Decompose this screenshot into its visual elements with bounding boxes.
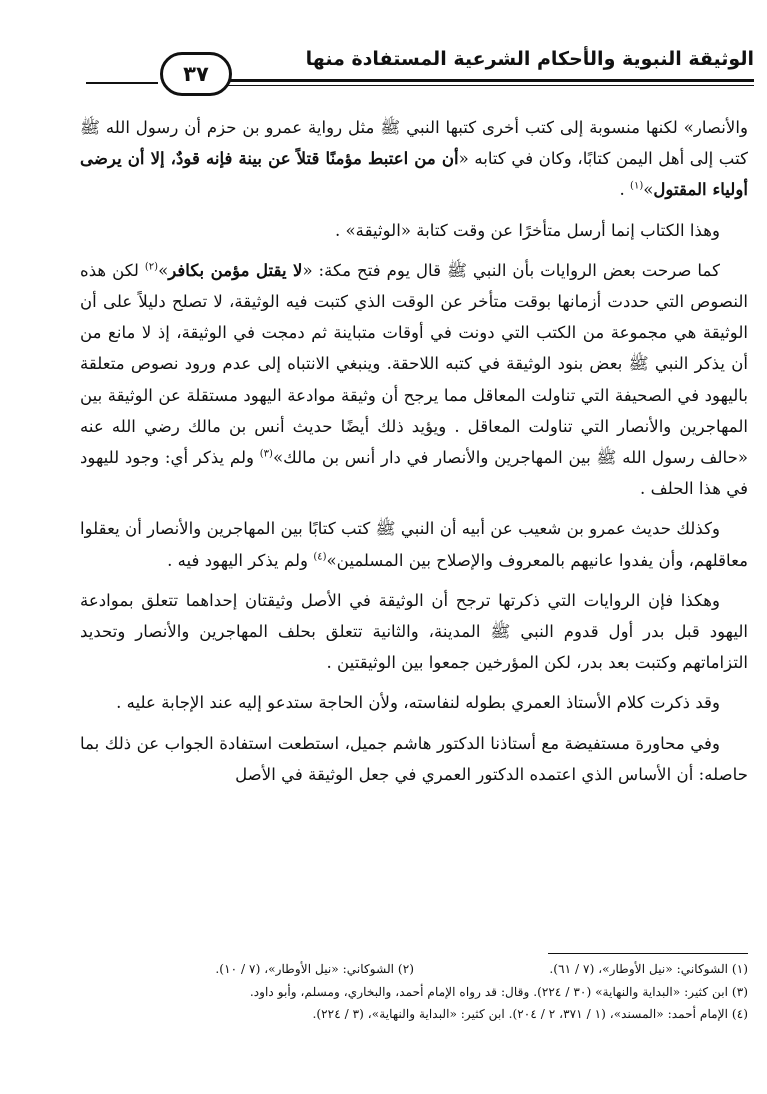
hadith-quote: لا يقتل مؤمن بكافر — [168, 259, 303, 280]
footnote-1: (١) الشوكاني: «نيل الأوطار»، (٧ / ٦١). — [549, 962, 748, 976]
page-number-frame — [160, 52, 232, 96]
paragraph-7: وفي محاورة مستفيضة مع أستاذنا الدكتور هاشم جميل، استطعت استفادة الجواب عن ذلك بما حاصله: أن الأساس الذي اعتمده الدكتور العمري في جعل الوثيقة في الأصل — [80, 733, 748, 784]
header-rule-left — [86, 82, 158, 84]
paragraph-1: والأنصار» لكنها منسوبة إلى كتب أخرى كتبها النبي ﷺ مثل رواية عمرو بن حزم أن رسول الله ﷺ كتب إلى أهل اليمن كتابًا، وكان في كتابه «أن من اعتبط مؤمنًا قتلاً عن بينة فإنه قودٌ، إلا أن يرضى أولياء المقتول»$^{(١)}$ . — [80, 118, 749, 200]
footnote-2: (٢) الشوكاني: «نيل الأوطار»، (٧ / ١٠). — [215, 962, 414, 976]
footnote-separator — [548, 953, 748, 954]
running-title: الوثيقة النبوية والأحكام الشرعية المستفادة منها — [305, 48, 754, 70]
header-rule-thick — [194, 79, 754, 82]
paragraph-3: كما صرحت بعض الروايات بأن النبي ﷺ قال يوم فتح مكة: «لا يقتل مؤمن بكافر»$^{(٢)}$ لكن هذه النصوص التي حددت أزمانها بوقت متأخر عن الوقت الذي كتبت فيه الوثيقة، لا تصلح دليلاً على أن الوثيقة هي مجموعة من الكتب التي دونت في أوقات متباينة ثم دمجت في الوثيقة، إذ لا مانع من أن يذكر النبي ﷺ بعض بنود الوثيقة في كتبه اللاحقة. وينبغي الانتباه إلى عدم ورود نصوص متعلقة باليهود في الصحيفة التي تناولت المعاقل مما يرجح أن وثيقة موادعة اليهود مستقلة عن الوثيقة بين المهاجرين والأنصار التي تناولت المعاقل . ويؤيد ذلك أيضًا حديث أنس بن مالك رضي الله عنه «حالف رسول الله ﷺ بين المهاجرين والأنصار في دار أنس بن مالك»$^{(٣)}$ ولم يذكر أي: وجود لليهود في هذا الحلف . — [80, 259, 748, 499]
hadith-quote: أن من اعتبط مؤمنًا قتلاً عن بينة فإنه قودٌ، إلا أن يرضى أولياء المقتول — [80, 148, 748, 200]
footnote-3: (٣) ابن كثير: «البداية والنهاية» (٣٠ / ٢٢٤). وقال: قد رواه الإمام أحمد، والبخاري، ومسلم، وأبو داود. — [249, 984, 748, 999]
page-header — [86, 40, 754, 100]
paragraph-4: وكذلك حديث عمرو بن شعيب عن أبيه أن النبي ﷺ كتب كتابًا بين المهاجرين والأنصار أن يعقلوا معاقلهم، وأن يفدوا عانيهم بالمعروف والإصلاح بين المسلمين»$^{(٤)}$ ولم يذكر اليهود فيه . — [80, 519, 748, 570]
footnote-ref: (٤) — [313, 551, 327, 563]
footnotes — [80, 958, 748, 1026]
paragraph-2: وهذا الكتاب إنما أرسل متأخرًا عن وقت كتابة «الوثيقة» . — [334, 220, 720, 240]
footnote-row — [80, 958, 748, 981]
header-rule-thin — [194, 85, 754, 86]
footnote-ref: (١) — [630, 180, 644, 192]
paragraph-6: وقد ذكرت كلام الأستاذ العمري بطوله لنفاسته، ولأن الحاجة ستدعو إليه عند الإجابة عليه . — [116, 693, 720, 713]
footnote-ref: (٢) — [144, 261, 159, 273]
paragraph-5: وهكذا فإن الروايات التي ذكرتها ترجح أن الوثيقة في الأصل وثيقتان إحداهما تتعلق بموادعة اليهود قبل بدر أول قدوم النبي ﷺ المدينة، والثانية تتعلق بحلف المهاجرين والأنصار وتحديد التزاماتهم وكتبت بعد بدر، لكن المؤرخين جمعوا بين الوثيقتين . — [80, 590, 748, 673]
main-text — [80, 112, 748, 790]
footnote-ref: (٣) — [259, 448, 273, 460]
page-number: ٣٧ — [183, 62, 209, 86]
footnote-4: (٤) الإمام أحمد: «المسند»، (١ / ٣٧١، ٢ / ٢٠٤). ابن كثير: «البداية والنهاية»، (٣ / ٢٢٤). — [312, 1007, 748, 1021]
